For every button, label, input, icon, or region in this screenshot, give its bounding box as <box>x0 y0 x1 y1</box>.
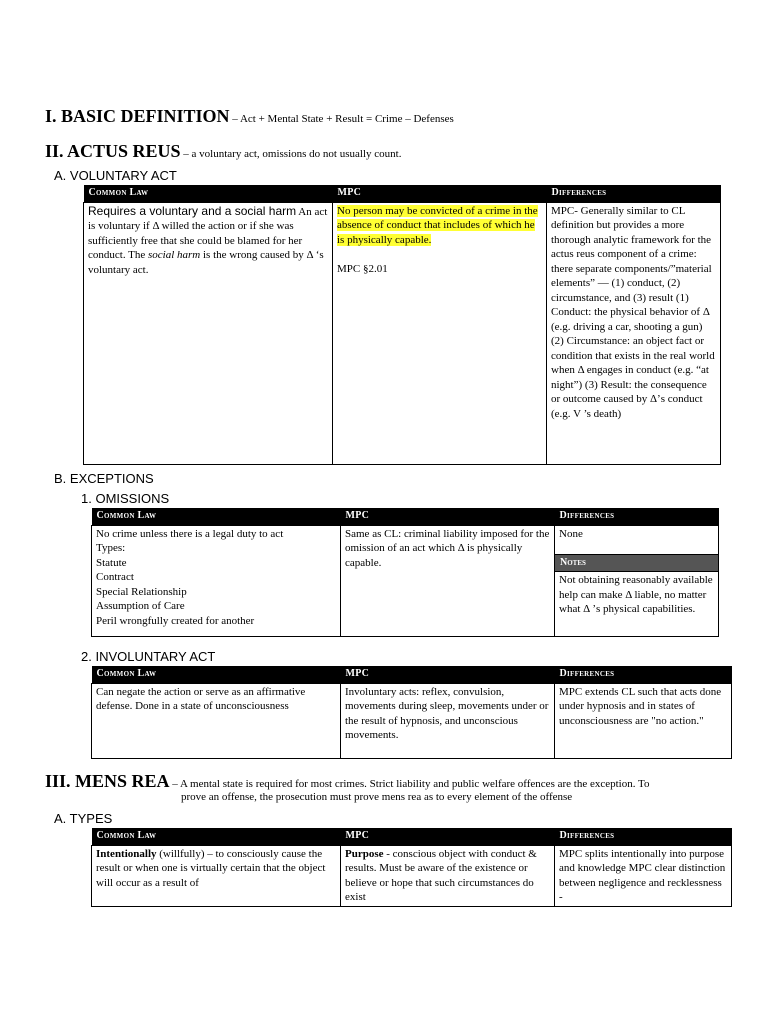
subsection-involuntary-act: 2. INVOLUNTARY ACT <box>81 649 216 664</box>
omissions-notes-header-cell <box>555 554 719 572</box>
header-differences: Differences <box>555 508 719 525</box>
involuntary-differences-cell: MPC extends CL such that acts done under hypnosis and in states of unconsciousness are "no action." <box>555 683 732 758</box>
header-common-law: Common Law <box>84 185 333 202</box>
section-mens-rea: III. MENS REA – A mental state is required for most crimes. Strict liability and public welfare offences are the exception. To <box>45 771 650 791</box>
mpc-reference: MPC §2.01 <box>337 262 388 275</box>
section-heading: III. MENS REA <box>45 771 170 791</box>
types-common-law-cell: Intentionally (willfully) – to consciously cause the result or when one is virtually certain that the object will occur as a result of <box>92 845 341 906</box>
omissions-common-law-cell: No crime unless there is a legal duty to act Types: Statute Contract Special Relationship Assumption of Care Peril wrongfully created for another <box>92 525 341 637</box>
types-mpc-cell: Purpose - conscious object with conduct & results. Must be aware of the existence or believe or hope that such circumstances do exist <box>341 845 555 906</box>
involuntary-mpc-cell: Involuntary acts: reflex, convulsion, movements during sleep, movements under or the result of hypnosis, and unconscious movements. <box>341 683 555 758</box>
voluntary-differences-cell: MPC- Generally similar to CL definition but provides a more thorough analytic framework for the actus reus component of a crime: there separate components/”material elements” — (1) conduct, (2) circumstance, and (3) result (1) Conduct: the physical behavior of Δ (e.g. driving a car, shooting a gun) (2) Circumstance: an object fact or condition that exists in the real world when Δ engages in conduct (e.g. “at night”) (3) Result: the consequence or outcome caused by Δ’s conduct (e.g. V ’s death) <box>547 202 721 464</box>
header-common-law: Common Law <box>92 508 341 525</box>
header-mpc: MPC <box>341 666 555 683</box>
omissions-differences-cell: None <box>555 525 719 554</box>
section-actus-reus: II. ACTUS REUS – a voluntary act, omissions do not usually count. <box>45 141 402 161</box>
omissions-notes-cell: Not obtaining reasonably available help can make Δ liable, no matter what Δ ’s physical capabilities. <box>555 572 719 637</box>
header-mpc: MPC <box>341 828 555 845</box>
header-mpc: MPC <box>341 508 555 525</box>
voluntary-mpc-cell <box>333 202 547 464</box>
highlighted-text: No person may be convicted of a crime in the absence of conduct that includes of which he is physically capable. <box>337 204 538 246</box>
section-heading: II. ACTUS REUS <box>45 141 181 161</box>
subsection-voluntary-act: A. VOLUNTARY ACT <box>54 168 177 183</box>
section-heading: I. BASIC DEFINITION <box>45 106 230 126</box>
subsection-omissions: 1. OMISSIONS <box>81 491 170 506</box>
subsection-exceptions: B. EXCEPTIONS <box>54 471 154 486</box>
header-differences: Differences <box>555 666 732 683</box>
voluntary-common-law-cell: Requires a voluntary and a social harm An act is voluntary if Δ willed the action or if she was sufficiently free that she could be blamed for her conduct. The social harm is the wrong caused by Δ ‘s voluntary act. <box>84 202 333 464</box>
header-differences: Differences <box>555 828 732 845</box>
subsection-types: A. TYPES <box>54 811 113 826</box>
section-basic-definition: I. BASIC DEFINITION – Act + Mental State + Result = Crime – Defenses <box>45 106 454 126</box>
notes-header: Notes <box>555 555 718 572</box>
header-common-law: Common Law <box>92 666 341 683</box>
types-differences-cell: MPC splits intentionally into purpose and knowledge MPC clear distinction between negligence and recklessness - <box>555 845 732 906</box>
involuntary-act-table <box>91 666 732 759</box>
section-description: a voluntary act, omissions do not usually count. <box>191 148 402 160</box>
mens-rea-types-table <box>91 828 732 907</box>
header-differences: Differences <box>547 185 721 202</box>
omissions-mpc-cell: Same as CL: criminal liability imposed for the omission of an act which Δ is physically capable. <box>341 525 555 637</box>
omissions-table <box>91 508 719 637</box>
section-description: A mental state is required for most crimes. Strict liability and public welfare offences are the exception. To <box>179 778 650 790</box>
header-mpc: MPC <box>333 185 547 202</box>
section-description: Act + Mental State + Result = Crime – Defenses <box>239 113 454 125</box>
involuntary-common-law-cell: Can negate the action or serve as an affirmative defense. Done in a state of unconsciousness <box>92 683 341 758</box>
voluntary-act-table <box>83 185 721 465</box>
section-description-continued: prove an offense, the prosecution must prove mens rea as to every element of the offense <box>181 791 573 803</box>
header-common-law: Common Law <box>92 828 341 845</box>
